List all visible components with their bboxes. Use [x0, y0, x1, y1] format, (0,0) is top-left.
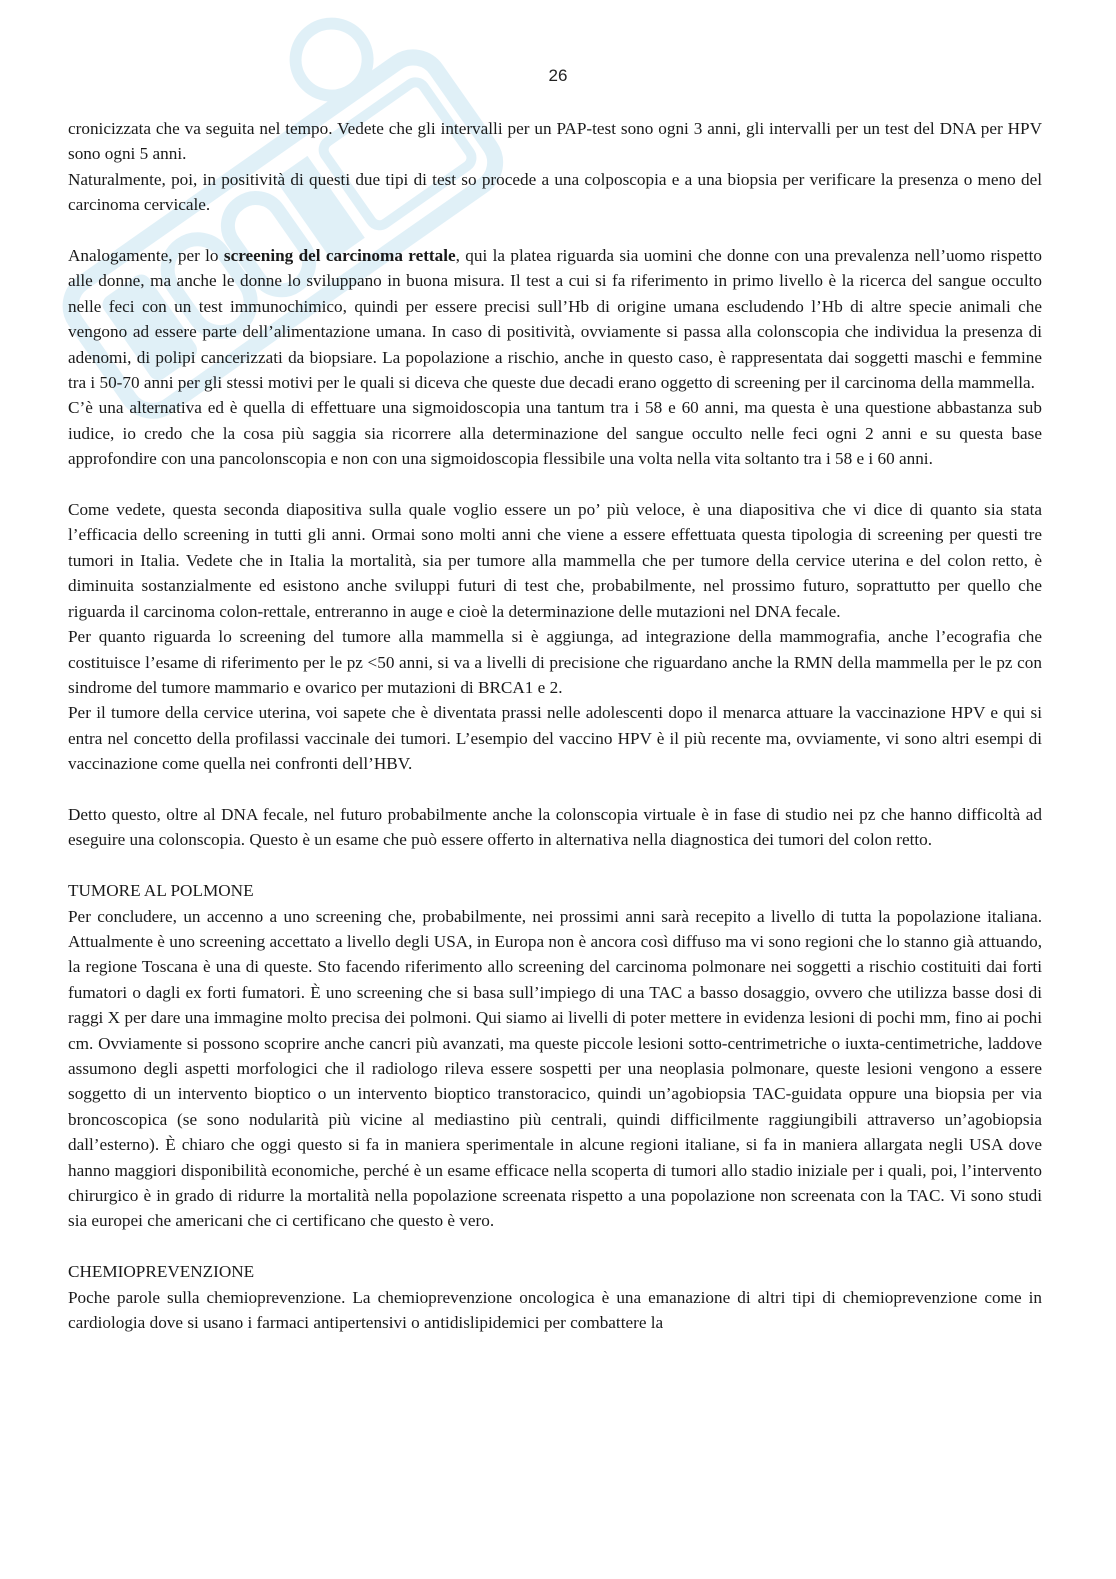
paragraph: cronicizzata che va seguita nel tempo. Vedete che gli intervalli per un PAP-test sono ogni 3 anni, gli intervalli per un test del DNA per HPV sono ogni 5 anni. [68, 119, 1042, 164]
page-number: 26 [548, 66, 568, 85]
paragraph-gap [68, 777, 1042, 802]
paragraph: Poche parole sulla chemioprevenzione. La chemioprevenzione oncologica è una emanazione di altri tipi di chemioprevenzione come in cardiologia dove si usano i farmaci antipertensivi o antidislipidemici per combattere la [68, 1287, 1042, 1333]
paragraph-gap [68, 853, 1042, 878]
paragraph: Per il tumore della cervice uterina, voi sapete che è diventata prassi nelle adolescenti dopo il menarca attuare la vaccinazione HPV e qui si entra nel concetto della profilassi vaccinale dei tumori. L’esempio del vaccino HPV è il più recente ma, ovviamente, vi sono altri esempi di vaccinazione come quella nei confronti dell’HBV. [68, 703, 1042, 774]
paragraph-gap [68, 218, 1042, 243]
paragraph: Detto questo, oltre al DNA fecale, nel futuro probabilmente anche la colonscopia virtuale è in fase di studio nei pz che hanno difficoltà ad eseguire una colonscopia. Questo è un esame che può essere offerto in alternativa nella diagnostica dei tumori del colon retto. [68, 804, 1042, 850]
paragraph: Come vedete, questa seconda diapositiva sulla quale voglio essere un po’ più veloce, è una diapositiva che vi dice di quanto sia stata l’efficacia dello screening in tutti gli anni. Ormai sono molti anni che viene a essere effettuata questa tipologia di screening per questi tre tumori in Italia. Vedete che in Italia la mortalità, sia per tumore alla mammella che per tumore della cervice uterina e del colon retto, è diminuita sostanzialmente ed esistono anche sviluppi futuri di test che, probabilmente, nel prossimo futuro, soprattutto per quello che riguarda il carcinoma colon-rettale, entreranno in auge e cioè la determinazione delle mutazioni nel DNA fecale. [68, 500, 1042, 621]
paragraph: Naturalmente, poi, in positività di questi due tipi di test so procede a una colposcopia e a una biopsia per verificare la presenza o meno del carcinoma cervicale. [68, 169, 1042, 215]
document-body [68, 116, 1042, 1335]
paragraph-rest: , qui la platea riguarda sia uomini che donne con una prevalenza nell’uomo rispetto alle donne, ma anche le donne lo sviluppano in buona misura. Il test a cui si fa riferimento in primo livello è la ricerca del sangue occulto nelle feci con un test immunochimico, quindi per essere precisi sull’Hb di origine umana escludendo l’Hb di altre specie animali che vengono ad essere parte dell’alimentazione umana. In caso di positività, ovviamente si passa alla colonscopia che individua la presenza di adenomi, di polipi cancerizzati da biopsiare. La popolazione a rischio, anche in questo caso, è rappresentata dai soggetti maschi e femmine tra i 50-70 anni per gli stessi motivi per le quali si diceva che queste due decadi erano oggetto di screening per il carcinoma della mammella. [68, 246, 1042, 393]
paragraph-gap [68, 472, 1042, 497]
paragraph: C’è una alternativa ed è quella di effettuare una sigmoidoscopia una tantum tra i 58 e 60 anni, ma questa è una questione abbastanza sub iudice, io credo che la cosa più saggia sia ricorrere alla determinazione del sangue occulto nelle feci ogni 2 anni e su questa base approfondire con una pancolonscopia e non con una sigmoidoscopia flessibile una volta nella vita soltanto tra i 58 e i 60 anni. [68, 398, 1042, 469]
bold-term: screening del carcinoma rettale [223, 246, 456, 266]
paragraph-lead: Analogamente, per lo [68, 246, 224, 266]
paragraph-rectal-screening [68, 243, 1042, 395]
paragraph-gap [68, 1234, 1042, 1259]
section-heading: TUMORE AL POLMONE [68, 881, 254, 901]
paragraph: Per quanto riguarda lo screening del tumore alla mammella si è aggiunga, ad integrazione della mammografia, anche l’ecografia che costituisce l’esame di riferimento per le pz <50 anni, si va a livelli di precisione che riguardano anche la RMN della mammella per le pz con sindrome del tumore mammario e ovarico per mutazioni di BRCA1 e 2. [68, 627, 1042, 697]
section-heading: CHEMIOPREVENZIONE [68, 1262, 255, 1282]
paragraph: Per concludere, un accenno a uno screening che, probabilmente, nei prossimi anni sarà recepito a livello di tutta la popolazione italiana. Attualmente è uno screening accettato a livello degli USA, in Europa non è ancora così diffuso ma vi sono regioni che lo stanno già attuando, la regione Toscana è una di queste. Sto facendo riferimento allo screening del carcinoma polmonare nei soggetti a rischio costituiti dai forti fumatori o dagli ex forti fumatori. È uno screening che si basa sull’impiego di una TAC a basso dosaggio, ovvero che utilizza basse dosi di raggi X per dare una immagine molto precisa dei polmoni. Qui siamo ai livelli di poter mettere in evidenza lesioni di pochi mm, fino ai pochi cm. Ovviamente si possono scoprire anche cancri più avanzati, ma queste piccole lesioni sotto-centrimetriche o iuxta-centimetriche, laddove assumono degli aspetti morfologici che il radiologo rileva essere sospetti per una neoplasia polmonare, queste lesioni vengono a essere soggetto di un intervento bioptico o un intervento bioptico transtoracico, quindi un’agobiopsia TAC-guidata oppure una biopsia per via broncoscopica (se sono nodularità più vicine al mediastino più centrali, quindi difficilmente raggiungibili attraverso un’agobiopsia dall’esterno). È chiaro che oggi questo si fa in maniera sperimentale in alcune regioni italiane, si fa in maniera allargata negli USA dove hanno maggiori disponibilità economiche, perché è un esame efficace nella scoperta di tumori allo stadio iniziale per i quali, poi, l’intervento chirurgico è in grado di ridurre la mortalità nella popolazione screenata rispetto a una popolazione non screenata con la TAC. Vi sono studi sia europei che americani che ci certificano che questo è vero. [68, 906, 1042, 1231]
